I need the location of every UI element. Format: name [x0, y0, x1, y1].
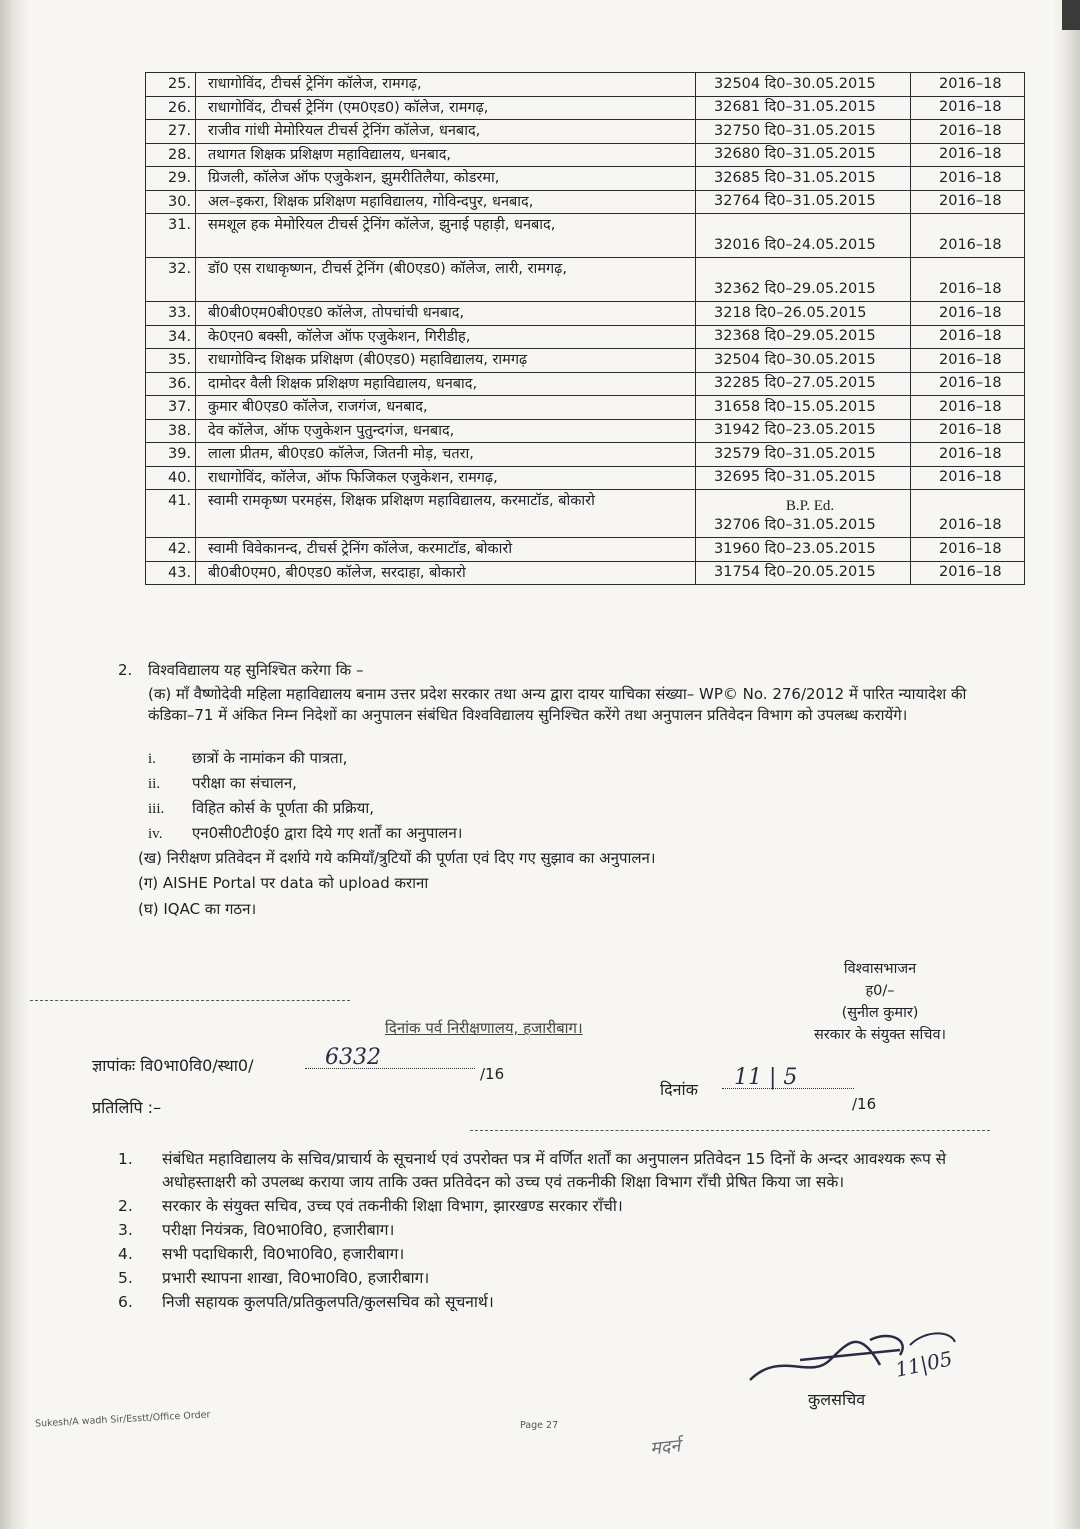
reference-number: 32680 दि0–31.05.2015: [714, 146, 876, 162]
college-name: बी0बी0एम0बी0एड0 कॉलेज, तोपचांची धनबाद,: [195, 302, 695, 325]
copy-item-number: 5.: [118, 1269, 133, 1287]
reference-number: 32504 दि0–30.05.2015: [714, 351, 876, 368]
serial-number: 32.: [145, 258, 195, 301]
reference-cell: [695, 420, 910, 443]
copy-item-text: सरकार के संयुक्त सचिव, उच्च एवं तकनीकी शिक्षा विभाग, झारखण्ड सरकार रॉंची।: [162, 1197, 623, 1215]
roman-text: विहित कोर्स के पूर्णता की प्रक्रिया,: [192, 799, 375, 817]
serial-number: 41.: [145, 490, 195, 537]
table-row: [145, 490, 1025, 538]
college-name: अल–इकरा, शिक्षक प्रशिक्षण महाविद्यालय, गोविन्दपुर, धनबाद,: [195, 191, 695, 214]
session: 2016–18: [939, 169, 1002, 186]
reference-cell: [695, 167, 910, 190]
date-label: दिनांक: [660, 1080, 698, 1099]
serial-number: 25.: [145, 73, 195, 96]
reference-number: 32764 दि0–31.05.2015: [714, 193, 876, 209]
roman-numeral: iv.: [148, 826, 163, 842]
footer-path: Sukesh/A wadh Sir/Esstt/Office Order: [34, 1409, 211, 1430]
reference-number: 32681 दि0–31.05.2015: [714, 99, 876, 115]
session: 2016–18: [939, 469, 1002, 485]
copy-item-number: 3.: [118, 1221, 133, 1239]
session: 2016–18: [939, 281, 1002, 297]
table-row: [145, 538, 1025, 562]
college-name: राधागोविंद, कॉलेज, ऑफ फिजिकल एजुकेशन, रामगढ़,: [195, 467, 695, 490]
session: 2016–18: [939, 193, 1002, 209]
college-name: समशूल हक मेमोरियल टीचर्स ट्रेनिंग कॉलेज, झुनाई पहाड़ी, धनबाद,: [195, 214, 695, 257]
session-cell: [910, 302, 1025, 325]
session-cell: [910, 373, 1025, 396]
copy-item: [118, 1267, 998, 1290]
copy-item-text: परीक्षा नियंत्रक, वि0भा0वि0, हजारीबाग।: [162, 1221, 395, 1239]
roman-item: [148, 773, 297, 794]
session-cell: [910, 349, 1025, 372]
session-cell: [910, 144, 1025, 167]
reference-cell: [695, 302, 910, 325]
table-row: [145, 420, 1025, 444]
session: 2016–18: [939, 122, 1002, 139]
memo-label: ज्ञापांकः वि0भा0वि0/स्था0/: [92, 1056, 254, 1075]
table-row: [145, 97, 1025, 121]
table-row: [145, 120, 1025, 144]
clause-kha: (ख) निरीक्षण प्रतिवेदन में दर्शाये गये कमियाँ/त्रुटियों की पूर्णता एवं दिए गए सुझाव का अनुपालन।: [138, 849, 656, 867]
reference-number: 32685 दि0–31.05.2015: [714, 169, 876, 186]
copy-item-text: निजी सहायक कुलपति/प्रतिकुलपति/कुलसचिव को सूचनार्थ।: [162, 1293, 494, 1311]
session-cell: [910, 120, 1025, 143]
date-value: 11 | 5: [722, 1068, 854, 1089]
session-cell: [910, 258, 1025, 301]
college-table: [145, 72, 1025, 585]
reference-cell: [695, 144, 910, 167]
reference-number: 31942 दि0–23.05.2015: [714, 422, 876, 438]
signature-block-1: [780, 958, 980, 1046]
college-name: राधागोविन्द शिक्षक प्रशिक्षण (बी0एड0) महाविद्यालय, रामगढ़: [195, 349, 695, 372]
sign-line-1: विश्वासभाजन: [843, 961, 917, 977]
serial-number: 26.: [145, 97, 195, 120]
copy-item-number: 2.: [118, 1197, 133, 1215]
scan-corner-mark: [1062, 0, 1080, 30]
table-row: [145, 467, 1025, 491]
reference-cell: [695, 396, 910, 419]
table-row: [145, 258, 1025, 302]
college-name: राजीव गांधी मेमोरियल टीचर्स ट्रेनिंग कॉलेज, धनबाद,: [195, 120, 695, 143]
copy-item: [118, 1195, 998, 1218]
clause-gha: (घ) IQAC का गठन।: [138, 900, 257, 918]
college-name: बी0बी0एम0, बी0एड0 कॉलेज, सरदाहा, बोकारो: [195, 562, 695, 585]
college-name: देव कॉलेज, ऑफ एजुकेशन पुतुन्दगंज, धनबाद,: [195, 420, 695, 443]
serial-number: 31.: [145, 214, 195, 257]
registrar-title: कुलसचिव: [808, 1390, 866, 1409]
reference-cell: [695, 349, 910, 372]
memo-number: 6332: [305, 1048, 475, 1069]
session: 2016–18: [939, 445, 1002, 462]
reference-cell: [695, 490, 910, 537]
session: 2016–18: [939, 422, 1002, 438]
reference-number: 32706 दि0–31.05.2015: [714, 517, 876, 533]
scan-left-edge: [0, 0, 30, 1529]
roman-text: छात्रों के नामांकन की पात्रता,: [192, 749, 348, 767]
college-name: कुमार बी0एड0 कॉलेज, राजगंज, धनबाद,: [195, 396, 695, 419]
college-name: राधागोविंद, टीचर्स ट्रेनिंग (एम0एड0) कॉलेज, रामगढ़,: [195, 97, 695, 120]
serial-number: 35.: [145, 349, 195, 372]
copy-item-text: संबंधित महाविद्यालय के सचिव/प्राचार्य के सूचनार्थ एवं उपरोक्त पत्र में वर्णित शर्तों का अनुपालन प्रतिवेदन 15 दिनों के अन्दर आवश्यक रूप से अधोहस्ताक्षरी को उपलब्ध कराया जाय ताकि उक्त प्रतिवेदन को उच्च एवं तकनीकी शिक्षा विभाग रॉंची प्रेषित किया जा सके।: [162, 1150, 947, 1191]
table-row: [145, 396, 1025, 420]
copy-item-number: 6.: [118, 1293, 133, 1311]
copy-item-number: 4.: [118, 1245, 133, 1263]
table-row: [145, 144, 1025, 168]
date-field: [722, 1065, 854, 1090]
session-cell: [910, 467, 1025, 490]
copy-item: [118, 1219, 998, 1242]
reference-number: 32695 दि0–31.05.2015: [714, 469, 876, 485]
table-row: [145, 302, 1025, 326]
serial-number: 36.: [145, 373, 195, 396]
reference-number: 31960 दि0–23.05.2015: [714, 540, 876, 557]
roman-numeral: ii.: [148, 776, 161, 792]
heading-underlined: दिनांक पर्व निरीक्षणालय, हजारीबाग।: [385, 1019, 583, 1037]
footer-page: Page 27: [520, 1420, 559, 1431]
session: 2016–18: [939, 517, 1002, 533]
college-name: स्वामी रामकृष्ण परमहंस, शिक्षक प्रशिक्षण महाविद्यालय, करमाटॉड, बोकारो: [195, 490, 695, 537]
session: 2016–18: [939, 564, 1002, 580]
session-cell: [910, 191, 1025, 214]
session: 2016–18: [939, 351, 1002, 368]
reference-number: 32368 दि0–29.05.2015: [714, 328, 876, 344]
reference-cell: [695, 73, 910, 96]
session-cell: [910, 490, 1025, 537]
copy-item-text: सभी पदाधिकारी, वि0भा0वि0, हजारीबाग।: [162, 1245, 405, 1263]
serial-number: 33.: [145, 302, 195, 325]
reference-number: 32016 दि0–24.05.2015: [714, 237, 876, 253]
session-cell: [910, 167, 1025, 190]
scan-right-edge: [1052, 0, 1080, 1529]
session: 2016–18: [939, 540, 1002, 557]
session: 2016–18: [939, 328, 1002, 344]
roman-item: [148, 823, 462, 844]
session: 2016–18: [939, 146, 1002, 162]
copy-label: प्रतिलिपि :–: [92, 1098, 162, 1117]
serial-number: 34.: [145, 326, 195, 349]
serial-number: 42.: [145, 538, 195, 561]
copy-item-number: 1.: [118, 1150, 133, 1168]
college-name: डॉ0 एस राधाकृष्णन, टीचर्स ट्रेनिंग (बी0एड0) कॉलेज, लारी, रामगढ़,: [195, 258, 695, 301]
separator-right: [470, 1130, 990, 1131]
table-row: [145, 373, 1025, 397]
table-row: [145, 167, 1025, 191]
clause-ka: (क) माँ वैष्णोदेवी महिला महाविद्यालय बनाम उत्तर प्रदेश सरकार तथा अन्य द्वारा दायर याचिका संख्या– WP© No. 276/2012 में पारित न्यायादेश की कंडिका–71 में अंकित निम्न निदेशों का अनुपालन संबंधित विश्वविद्यालय सुनिश्चित करेंगे तथा अनुपालन प्रतिवेदन विभाग को उपलब्ध करायेंगे।: [148, 685, 967, 724]
table-row: [145, 214, 1025, 258]
clause-ga: (ग) AISHE Portal पर data को upload कराना: [138, 874, 429, 892]
session: 2016–18: [939, 304, 1002, 321]
table-row: [145, 443, 1025, 467]
serial-number: 37.: [145, 396, 195, 419]
reference-cell: [695, 258, 910, 301]
reference-number: 32285 दि0–27.05.2015: [714, 375, 876, 391]
roman-numeral: i.: [148, 751, 156, 767]
session-cell: [910, 214, 1025, 257]
serial-number: 39.: [145, 443, 195, 466]
table-row: [145, 562, 1025, 586]
reference-cell: [695, 120, 910, 143]
memo-number-field: [305, 1045, 475, 1070]
serial-number: 40.: [145, 467, 195, 490]
college-name: दामोदर वैली शिक्षक प्रशिक्षण महाविद्यालय, धनबाद,: [195, 373, 695, 396]
session-cell: [910, 396, 1025, 419]
copy-item: [118, 1243, 998, 1266]
roman-numeral: iii.: [148, 801, 165, 817]
reference-cell: [695, 214, 910, 257]
session-cell: [910, 326, 1025, 349]
copy-item: [118, 1291, 998, 1314]
reference-cell: [695, 443, 910, 466]
roman-item: [148, 798, 374, 819]
table-row: [145, 73, 1025, 97]
reference-number: 32504 दि0–30.05.2015: [714, 75, 876, 92]
sign-line-4: सरकार के संयुक्त सचिव।: [813, 1027, 947, 1043]
college-name: तथागत शिक्षक प्रशिक्षण महाविद्यालय, धनबाद,: [195, 144, 695, 167]
section-2-number: 2.: [118, 661, 133, 679]
reference-number: 32750 दि0–31.05.2015: [714, 122, 876, 139]
reference-cell: [695, 191, 910, 214]
session: 2016–18: [939, 375, 1002, 391]
serial-number: 43.: [145, 562, 195, 585]
course-label: B.P. Ed.: [785, 498, 835, 514]
serial-number: 30.: [145, 191, 195, 214]
signature-scribble: [740, 1320, 1020, 1400]
serial-number: 27.: [145, 120, 195, 143]
separator-left: [30, 1000, 350, 1001]
session: 2016–18: [939, 99, 1002, 115]
session-cell: [910, 97, 1025, 120]
session-cell: [910, 420, 1025, 443]
footer-scribble: मदर्न: [649, 1435, 682, 1460]
college-name: लाला प्रीतम, बी0एड0 कॉलेज, जितनी मोड़, चतरा,: [195, 443, 695, 466]
reference-cell: [695, 562, 910, 585]
college-name: राधागोविंद, टीचर्स ट्रेनिंग कॉलेज, रामगढ़,: [195, 73, 695, 96]
session-cell: [910, 538, 1025, 561]
serial-number: 28.: [145, 144, 195, 167]
session-cell: [910, 73, 1025, 96]
reference-cell: [695, 467, 910, 490]
sign-line-3: (सुनील कुमार): [841, 1005, 919, 1021]
roman-item: [148, 748, 347, 769]
session: 2016–18: [939, 75, 1002, 92]
handwritten-date: 11|05: [893, 1346, 955, 1382]
college-name: स्वामी विवेकानन्द, टीचर्स ट्रेनिंग कॉलेज, करमाटॉड, बोकारो: [195, 538, 695, 561]
college-name: के0एन0 बक्सी, कॉलेज ऑफ एजुकेशन, गिरीडीह,: [195, 326, 695, 349]
table-row: [145, 349, 1025, 373]
section-2-intro: विश्वविद्यालय यह सुनिश्चित करेगा कि –: [148, 661, 364, 679]
serial-number: 29.: [145, 167, 195, 190]
reference-number: 32579 दि0–31.05.2015: [714, 445, 876, 462]
roman-text: परीक्षा का संचालन,: [192, 774, 297, 792]
copy-list: [118, 1148, 998, 1315]
session: 2016–18: [939, 237, 1002, 253]
roman-text: एन0सी0टी0ई0 द्वारा दिये गए शर्तों का अनुपालन।: [192, 824, 463, 842]
copy-item: [118, 1148, 998, 1194]
reference-cell: [695, 373, 910, 396]
reference-cell: [695, 326, 910, 349]
table-row: [145, 191, 1025, 215]
reference-number: 31658 दि0–15.05.2015: [714, 398, 876, 415]
reference-number: 3218 दि0–26.05.2015: [714, 304, 867, 321]
session: 2016–18: [939, 398, 1002, 415]
session-cell: [910, 443, 1025, 466]
copy-item-text: प्रभारी स्थापना शाखा, वि0भा0वि0, हजारीबाग।: [162, 1269, 430, 1287]
table-row: [145, 326, 1025, 350]
session-cell: [910, 562, 1025, 585]
reference-cell: [695, 538, 910, 561]
memo-year: /16: [480, 1065, 505, 1083]
reference-number: 32362 दि0–29.05.2015: [714, 281, 876, 297]
reference-cell: [695, 97, 910, 120]
serial-number: 38.: [145, 420, 195, 443]
reference-number: 31754 दि0–20.05.2015: [714, 564, 876, 580]
sign-line-2: ह0/–: [865, 983, 895, 999]
college-name: ग्रिजली, कॉलेज ऑफ एजुकेशन, झुमरीतिलैया, कोडरमा,: [195, 167, 695, 190]
date-year: /16: [852, 1095, 877, 1113]
